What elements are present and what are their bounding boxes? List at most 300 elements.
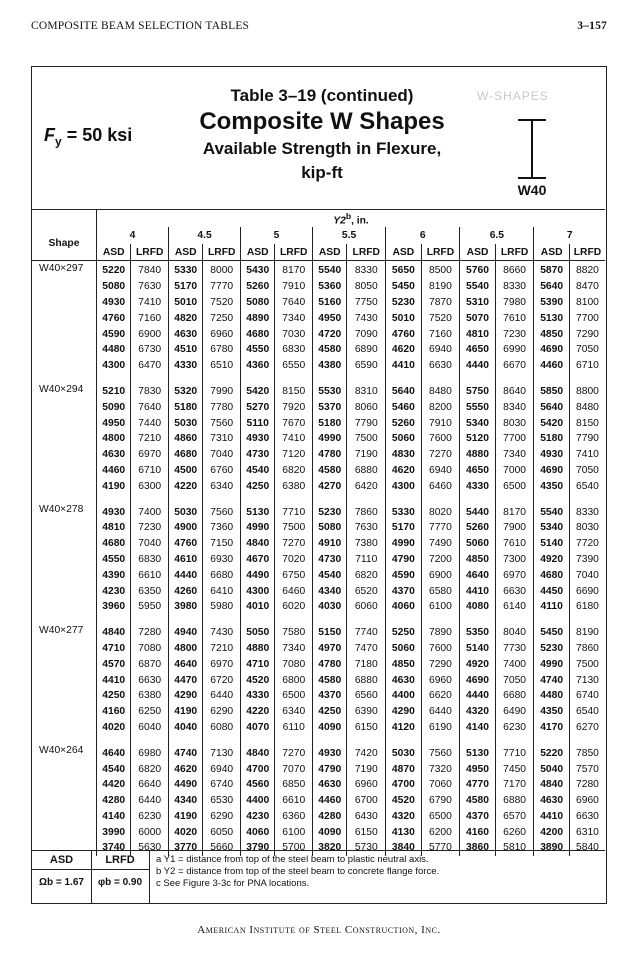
shape-cell — [32, 824, 97, 840]
lrfd-value: 7280 — [131, 623, 169, 641]
asd-value: 4990 — [241, 520, 275, 536]
asd-value: 3790 — [241, 840, 275, 856]
lrfd-value: 5840 — [569, 840, 605, 856]
lrfd-value: 7310 — [203, 431, 241, 447]
lrfd-value: 6930 — [203, 552, 241, 568]
asd-value: 4950 — [97, 415, 131, 431]
table-row — [32, 809, 605, 825]
asd-value: 4680 — [241, 326, 275, 342]
lrfd-value: 7630 — [131, 279, 169, 295]
asd-value: 5340 — [460, 415, 495, 431]
asd-value: 4930 — [241, 431, 275, 447]
lrfd-value: 8470 — [569, 279, 605, 295]
asd-value: 4480 — [97, 342, 131, 358]
shape-cell — [32, 295, 97, 311]
faded-tab-mark: W-SHAPES — [477, 89, 549, 103]
asd-value: 4410 — [534, 809, 569, 825]
lrfd-value: 6020 — [275, 599, 313, 615]
asd-value: 4520 — [241, 672, 275, 688]
asd-value: 4850 — [386, 656, 421, 672]
asd-value: 4320 — [460, 704, 495, 720]
lrfd-value: 7190 — [347, 447, 386, 463]
lrfd-value: 7090 — [347, 326, 386, 342]
asd-value: 4300 — [241, 583, 275, 599]
asd-value: 4930 — [97, 295, 131, 311]
asd-value: 5540 — [313, 261, 347, 279]
asd-value: 3860 — [460, 840, 495, 856]
lrfd-value: 6720 — [203, 672, 241, 688]
lrfd-value: 7080 — [275, 656, 313, 672]
asd-value: 4920 — [460, 656, 495, 672]
asd-value: 5170 — [169, 279, 203, 295]
asd-value: 4940 — [169, 623, 203, 641]
asd-value: 4550 — [241, 342, 275, 358]
lrfd-value: 6530 — [203, 793, 241, 809]
lrfd-value: 6610 — [275, 793, 313, 809]
y2-value-header: 6 — [386, 227, 460, 244]
lrfd-value: 7130 — [203, 743, 241, 761]
asd-value: 5460 — [386, 399, 421, 415]
lrfd-value: 6700 — [347, 793, 386, 809]
asd-value: 4680 — [169, 447, 203, 463]
group-spacer — [32, 615, 605, 623]
asd-value: 4140 — [460, 720, 495, 736]
fy-value: = 50 ksi — [61, 125, 133, 145]
table-row — [32, 261, 605, 279]
lrfd-value: 6820 — [131, 761, 169, 777]
asd-value: 5340 — [534, 520, 569, 536]
table-row — [32, 672, 605, 688]
asd-value: 4830 — [386, 447, 421, 463]
lrfd-value: 7770 — [203, 279, 241, 295]
asd-value: 4860 — [169, 431, 203, 447]
lrfd-value: 6970 — [495, 567, 534, 583]
asd-value: 4820 — [169, 310, 203, 326]
asd-value: 4120 — [386, 720, 421, 736]
lrfd-value: 7340 — [275, 641, 313, 657]
lrfd-value: 7070 — [275, 761, 313, 777]
lrfd-value: 6380 — [275, 478, 313, 494]
i-beam-icon — [518, 119, 546, 179]
asd-value: 5030 — [169, 502, 203, 520]
asd-value: 4810 — [460, 326, 495, 342]
asd-value: 4290 — [169, 688, 203, 704]
asd-value: 4870 — [386, 761, 421, 777]
asd-value: 5450 — [534, 623, 569, 641]
asd-value: 4470 — [169, 672, 203, 688]
asd-column-header: ASD — [534, 244, 569, 261]
table-row — [32, 279, 605, 295]
lrfd-value: 6880 — [347, 463, 386, 479]
asd-value: 4160 — [460, 824, 495, 840]
lrfd-value: 7560 — [203, 415, 241, 431]
shape-cell — [32, 358, 97, 374]
asd-value: 3990 — [97, 824, 131, 840]
asd-value: 5080 — [241, 295, 275, 311]
lrfd-value: 6300 — [131, 478, 169, 494]
y2-value-header: 5.5 — [313, 227, 386, 244]
lrfd-value: 6900 — [421, 567, 460, 583]
lrfd-value: 6980 — [131, 743, 169, 761]
lrfd-value: 6580 — [421, 583, 460, 599]
lrfd-value: 7060 — [421, 777, 460, 793]
lrfd-value: 7290 — [569, 326, 605, 342]
asd-value: 4640 — [97, 743, 131, 761]
lrfd-value: 7900 — [495, 520, 534, 536]
asd-value: 4030 — [313, 599, 347, 615]
lrfd-value: 6360 — [275, 809, 313, 825]
lrfd-value: 7910 — [421, 415, 460, 431]
table-row — [32, 520, 605, 536]
asd-column-header: ASD — [386, 244, 421, 261]
asd-value: 4840 — [97, 623, 131, 641]
asd-value: 4640 — [169, 656, 203, 672]
lrfd-value: 7910 — [275, 279, 313, 295]
table-row — [32, 295, 605, 311]
asd-value: 5870 — [534, 261, 569, 279]
asd-value: 4740 — [169, 743, 203, 761]
lrfd-value: 7190 — [347, 761, 386, 777]
lrfd-value: 8170 — [275, 261, 313, 279]
asd-value: 4540 — [97, 761, 131, 777]
lrfd-value: 7570 — [569, 761, 605, 777]
lrfd-value: 7430 — [347, 310, 386, 326]
lrfd-value: 7630 — [347, 520, 386, 536]
shape-cell: W40×264 — [39, 745, 84, 757]
lrfd-value: 6340 — [275, 704, 313, 720]
lrfd-value: 6200 — [421, 824, 460, 840]
asd-value: 4990 — [313, 431, 347, 447]
shape-cell — [32, 552, 97, 568]
lrfd-value: 6470 — [131, 358, 169, 374]
lrfd-value: 6940 — [421, 342, 460, 358]
asd-value: 5050 — [241, 623, 275, 641]
asd-value: 4800 — [169, 641, 203, 657]
lrfd-value: 6760 — [203, 463, 241, 479]
asd-value: 4090 — [313, 720, 347, 736]
asd-value: 5270 — [241, 399, 275, 415]
asd-value: 4330 — [460, 478, 495, 494]
footnote-a: a Y1 = distance from top of the steel beam to plastic neutral axis. — [156, 854, 429, 865]
asd-value: 5060 — [460, 536, 495, 552]
asd-value: 4500 — [169, 463, 203, 479]
asd-value: 4920 — [534, 552, 569, 568]
asd-value: 4270 — [313, 478, 347, 494]
footnote-b: b Y2 = distance from top of the steel beam to concrete flange force. — [156, 866, 440, 877]
lrfd-value: 6080 — [203, 720, 241, 736]
y2-value-header: 4 — [97, 227, 169, 244]
asd-value: 4580 — [313, 672, 347, 688]
shape-cell — [32, 656, 97, 672]
lrfd-value: 8310 — [347, 382, 386, 400]
asd-column-header: ASD — [97, 244, 131, 261]
lrfd-value: 8030 — [569, 520, 605, 536]
lrfd-value: 8030 — [495, 415, 534, 431]
asd-value: 5750 — [460, 382, 495, 400]
asd-value: 5760 — [460, 261, 495, 279]
lrfd-value: 5730 — [347, 840, 386, 856]
shape-cell — [32, 583, 97, 599]
asd-value: 5650 — [386, 261, 421, 279]
lrfd-value: 7420 — [347, 743, 386, 761]
lrfd-value: 7700 — [569, 310, 605, 326]
asd-value: 4620 — [386, 342, 421, 358]
asd-value: 5360 — [313, 279, 347, 295]
lrfd-value: 6430 — [347, 809, 386, 825]
shape-cell: W40×297 — [39, 263, 84, 274]
asd-value: 4540 — [241, 463, 275, 479]
asd-value: 4370 — [460, 809, 495, 825]
lrfd-value: 7790 — [347, 415, 386, 431]
table-subtitle: Available Strength in Flexure, — [202, 139, 442, 158]
asd-value: 4410 — [386, 358, 421, 374]
asd-value: 5260 — [386, 415, 421, 431]
asd-value: 4570 — [97, 656, 131, 672]
asd-value: 5230 — [386, 295, 421, 311]
lrfd-value: 7710 — [495, 743, 534, 761]
table-row — [32, 502, 605, 520]
table-row — [32, 326, 605, 342]
asd-value: 4990 — [534, 656, 569, 672]
shape-cell — [32, 536, 97, 552]
lrfd-value: 7840 — [131, 261, 169, 279]
lrfd-value: 7520 — [203, 295, 241, 311]
table-row — [32, 415, 605, 431]
table-row — [32, 431, 605, 447]
asd-value: 5390 — [534, 295, 569, 311]
lrfd-value: 6830 — [131, 552, 169, 568]
lrfd-value: 7290 — [421, 656, 460, 672]
lrfd-value: 6630 — [569, 809, 605, 825]
asd-value: 4840 — [241, 743, 275, 761]
shape-cell: W40×294 — [39, 383, 84, 395]
asd-column-header: ASD — [460, 244, 495, 261]
lrfd-value: 5700 — [275, 840, 313, 856]
lrfd-value: 7850 — [569, 743, 605, 761]
lrfd-value: 7390 — [569, 552, 605, 568]
table-row — [32, 720, 605, 736]
table-row — [32, 358, 605, 374]
asd-value: 5010 — [169, 295, 203, 311]
lrfd-value: 7040 — [569, 567, 605, 583]
asd-value: 3770 — [169, 840, 203, 856]
asd-value: 4350 — [534, 704, 569, 720]
asd-value: 4650 — [460, 342, 495, 358]
asd-value: 3740 — [97, 840, 131, 856]
page-footer: American Institute of Steel Construction, Inc. — [197, 924, 441, 936]
lrfd-value: 6680 — [203, 567, 241, 583]
asd-value: 4740 — [534, 672, 569, 688]
lrfd-value: 5630 — [131, 840, 169, 856]
lrfd-value: 8150 — [275, 382, 313, 400]
asd-value: 4760 — [169, 536, 203, 552]
lrfd-value: 7300 — [495, 552, 534, 568]
asd-value: 5260 — [460, 520, 495, 536]
asd-value: 4060 — [241, 824, 275, 840]
asd-value: 4300 — [386, 478, 421, 494]
lrfd-value: 6520 — [347, 583, 386, 599]
asd-value: 5130 — [241, 502, 275, 520]
lrfd-value: 8660 — [495, 261, 534, 279]
lrfd-value: 7440 — [131, 415, 169, 431]
y2-value-header: 4.5 — [169, 227, 241, 244]
lrfd-value: 6040 — [131, 720, 169, 736]
lrfd-value: 6230 — [131, 809, 169, 825]
asd-value: 4970 — [313, 641, 347, 657]
asd-value: 4330 — [241, 688, 275, 704]
asd-value: 5530 — [313, 382, 347, 400]
lrfd-value: 6140 — [495, 599, 534, 615]
asd-value: 4930 — [313, 743, 347, 761]
asd-value: 3820 — [313, 840, 347, 856]
lrfd-value: 7230 — [495, 326, 534, 342]
asd-value: 5160 — [313, 295, 347, 311]
lrfd-value: 6960 — [421, 672, 460, 688]
asd-value: 5640 — [534, 399, 569, 415]
lrfd-value: 6050 — [203, 824, 241, 840]
asd-value: 4490 — [241, 567, 275, 583]
shape-cell — [32, 415, 97, 431]
lrfd-value: 6290 — [203, 809, 241, 825]
asd-value: 4950 — [313, 310, 347, 326]
asd-value: 4460 — [97, 463, 131, 479]
lrfd-value: 7730 — [495, 641, 534, 657]
lrfd-value: 6100 — [275, 824, 313, 840]
lrfd-value: 6800 — [275, 672, 313, 688]
lrfd-value: 6570 — [495, 809, 534, 825]
asd-value: 5640 — [534, 279, 569, 295]
asd-value: 4950 — [460, 761, 495, 777]
lrfd-value: 6970 — [131, 447, 169, 463]
lrfd-value: 6000 — [131, 824, 169, 840]
asd-value: 4040 — [169, 720, 203, 736]
lrfd-value: 6180 — [569, 599, 605, 615]
asd-value: 5420 — [534, 415, 569, 431]
page-number: 3–157 — [577, 20, 607, 32]
asd-value: 4550 — [97, 552, 131, 568]
lrfd-value: 7180 — [347, 656, 386, 672]
lrfd-value: 7210 — [131, 431, 169, 447]
asd-value: 5250 — [386, 623, 421, 641]
asd-value: 4580 — [460, 793, 495, 809]
lrfd-value: 7080 — [131, 641, 169, 657]
asd-footer-label: ASD — [32, 851, 91, 870]
asd-value: 4630 — [386, 672, 421, 688]
asd-value: 4220 — [241, 704, 275, 720]
asd-value: 4400 — [241, 793, 275, 809]
asd-value: 4250 — [97, 688, 131, 704]
lrfd-value: 6340 — [203, 478, 241, 494]
lrfd-value: 8330 — [495, 279, 534, 295]
asd-value: 4020 — [97, 720, 131, 736]
shape-cell — [32, 599, 97, 615]
table-row — [32, 342, 605, 358]
asd-value: 5330 — [169, 261, 203, 279]
lrfd-value: 7920 — [275, 399, 313, 415]
lrfd-value: 6100 — [421, 599, 460, 615]
table-row — [32, 656, 605, 672]
lrfd-value: 6630 — [421, 358, 460, 374]
asd-value: 4680 — [97, 536, 131, 552]
lrfd-value: 7270 — [275, 536, 313, 552]
lrfd-value: 7450 — [495, 761, 534, 777]
asd-value: 4260 — [169, 583, 203, 599]
lrfd-value: 7340 — [275, 310, 313, 326]
table-row — [32, 824, 605, 840]
lrfd-value: 6440 — [421, 704, 460, 720]
lrfd-value: 7150 — [203, 536, 241, 552]
asd-value: 4670 — [241, 552, 275, 568]
table-row — [32, 793, 605, 809]
asd-value: 4710 — [241, 656, 275, 672]
lrfd-value: 7340 — [495, 447, 534, 463]
lrfd-value: 8150 — [569, 415, 605, 431]
asd-value: 5330 — [386, 502, 421, 520]
lrfd-value: 7640 — [131, 399, 169, 415]
asd-value: 4690 — [534, 342, 569, 358]
asd-value: 4490 — [169, 777, 203, 793]
lrfd-value: 6790 — [421, 793, 460, 809]
shape-group-label: W40 — [517, 182, 547, 198]
lrfd-value: 8640 — [495, 382, 534, 400]
lrfd-value: 7200 — [421, 552, 460, 568]
asd-value: 5130 — [460, 743, 495, 761]
lrfd-value: 6250 — [131, 704, 169, 720]
lrfd-value: 6960 — [347, 777, 386, 793]
lrfd-column-header: LRFD — [203, 244, 241, 261]
table-row — [32, 623, 605, 641]
lrfd-column-header: LRFD — [495, 244, 534, 261]
asd-value: 4230 — [97, 583, 131, 599]
asd-value: 4590 — [97, 326, 131, 342]
asd-value: 4480 — [534, 688, 569, 704]
lrfd-value: 6820 — [347, 567, 386, 583]
lrfd-value: 7320 — [421, 761, 460, 777]
lrfd-value: 6440 — [203, 688, 241, 704]
asd-value: 4280 — [313, 809, 347, 825]
asd-value: 4910 — [313, 536, 347, 552]
asd-value: 4200 — [534, 824, 569, 840]
lrfd-value: 7860 — [569, 641, 605, 657]
asd-value: 5550 — [460, 399, 495, 415]
lrfd-value: 7740 — [347, 623, 386, 641]
lrfd-value: 7410 — [275, 431, 313, 447]
asd-value: 4440 — [169, 567, 203, 583]
asd-value: 4560 — [241, 777, 275, 793]
fy-symbol: F — [44, 125, 55, 145]
asd-value: 5040 — [534, 761, 569, 777]
asd-value: 4780 — [313, 656, 347, 672]
asd-value: 5130 — [534, 310, 569, 326]
lrfd-value: 7110 — [347, 552, 386, 568]
asd-value: 4110 — [534, 599, 569, 615]
lrfd-value: 6420 — [347, 478, 386, 494]
asd-value: 4220 — [169, 478, 203, 494]
asd-value: 5150 — [313, 623, 347, 641]
asd-value: 5420 — [241, 382, 275, 400]
lrfd-value: 6460 — [421, 478, 460, 494]
shape-cell — [32, 567, 97, 583]
lrfd-value: 6670 — [495, 358, 534, 374]
asd-value: 4280 — [97, 793, 131, 809]
lrfd-value: 6960 — [203, 326, 241, 342]
shape-cell — [32, 704, 97, 720]
table-title: Composite W Shapes — [199, 108, 445, 135]
lrfd-value: 6830 — [275, 342, 313, 358]
asd-column-header: ASD — [169, 244, 203, 261]
lrfd-value: 6780 — [203, 342, 241, 358]
asd-value: 4630 — [169, 326, 203, 342]
